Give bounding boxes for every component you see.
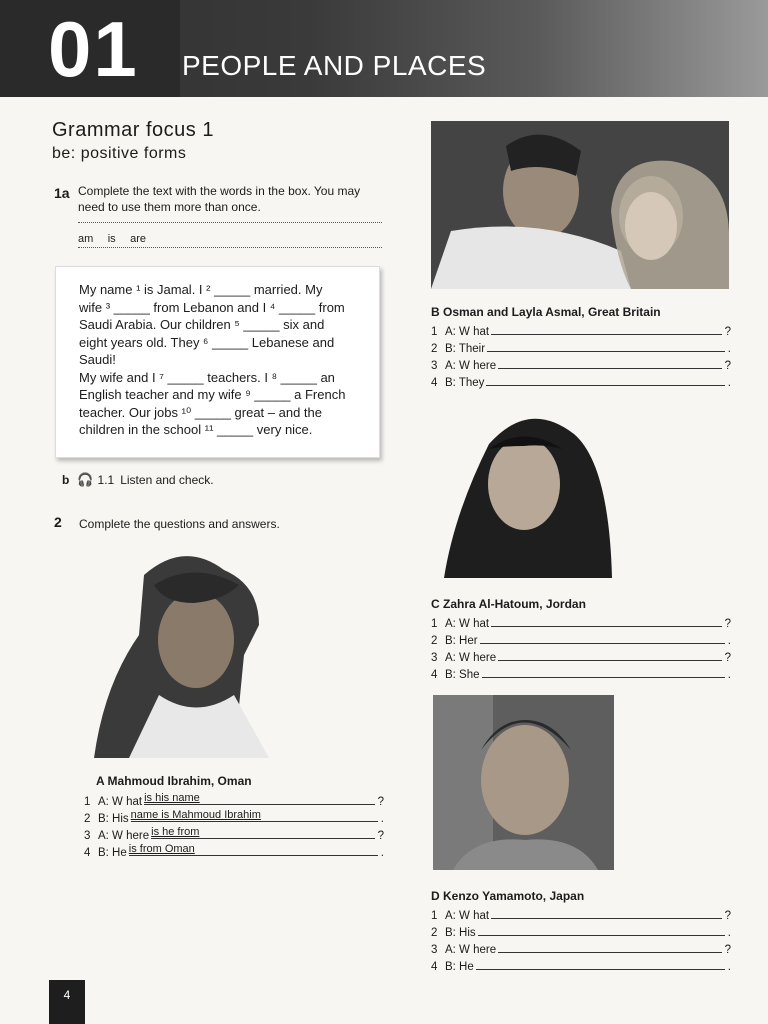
exercise-2-instruction: Complete the questions and answers. xyxy=(79,517,280,531)
qa-num: 2 xyxy=(84,813,91,825)
qa-a-4[interactable] xyxy=(84,843,384,859)
qa-num: 4 xyxy=(431,669,438,681)
qa-end: ? xyxy=(724,944,731,956)
qa-end: . xyxy=(727,927,731,939)
text-line: children in the school ¹¹ _____ very nice. xyxy=(79,422,313,437)
answer-field[interactable] xyxy=(491,322,721,335)
text-line: eight years old. They ⁶ _____ Lebanese and xyxy=(79,334,335,350)
qa-d-3[interactable] xyxy=(431,940,731,956)
qa-end: ? xyxy=(724,910,731,922)
qa-label: A: W hat xyxy=(98,796,143,808)
answer-field[interactable] xyxy=(498,356,721,369)
text-line: Saudi Arabia. Our children ⁵ _____ six and xyxy=(79,317,325,332)
qa-d-4[interactable] xyxy=(431,957,731,973)
qa-end: . xyxy=(727,961,731,973)
qa-b-1[interactable] xyxy=(431,322,731,338)
qa-c-3[interactable] xyxy=(431,648,731,664)
word-are: are xyxy=(130,233,147,245)
qa-end: . xyxy=(727,669,731,681)
qa-label: A: W hat xyxy=(445,326,490,338)
answer-field[interactable] xyxy=(478,923,725,936)
qa-label: B: Their xyxy=(445,343,486,355)
qa-num: 4 xyxy=(84,847,91,859)
qa-num: 1 xyxy=(431,618,438,630)
qa-end: ? xyxy=(724,618,731,630)
qa-label: A: W hat xyxy=(445,910,490,922)
qa-label: B: They xyxy=(445,377,485,389)
qa-label: B: His xyxy=(98,813,129,825)
answer-field[interactable] xyxy=(491,906,721,919)
qa-num: 4 xyxy=(431,961,438,973)
qa-label: B: He xyxy=(98,847,127,859)
qa-label: B: He xyxy=(445,961,474,973)
qa-end: ? xyxy=(377,796,384,808)
section-subtitle: be: positive forms xyxy=(52,145,187,162)
answer-field[interactable] xyxy=(144,792,374,805)
section-title: Grammar focus 1 xyxy=(52,119,214,141)
qa-label: A: W here xyxy=(445,944,497,956)
answer-field[interactable] xyxy=(482,665,725,678)
exercise-1b-letter: b xyxy=(62,473,70,487)
reading-text xyxy=(79,281,374,439)
qa-num: 1 xyxy=(84,796,91,808)
word-box xyxy=(78,222,382,248)
qa-end: . xyxy=(727,377,731,389)
text-line: wife ³ _____ from Lebanon and I ⁴ _____ from xyxy=(79,299,345,315)
qa-end: . xyxy=(727,343,731,355)
qa-end: ? xyxy=(724,652,731,664)
photo-kenzo xyxy=(433,695,614,870)
exercise-1a-instruction: Complete the text with the words in the box. You may need to use them more than once. xyxy=(78,184,361,214)
unit-title: PEOPLE AND PLACES xyxy=(182,50,487,81)
answer-field[interactable] xyxy=(498,648,721,661)
qa-label: B: She xyxy=(445,669,480,681)
answer-text: is from Oman xyxy=(128,843,195,855)
unit-number: 01 xyxy=(48,5,139,93)
headphones-icon[interactable]: 🎧 xyxy=(77,472,94,487)
qa-label: A: W here xyxy=(98,830,150,842)
qa-label: A: W here xyxy=(445,652,497,664)
word-is: is xyxy=(107,233,116,245)
qa-num: 2 xyxy=(431,635,438,647)
answer-field[interactable] xyxy=(131,809,378,822)
caption-d: D Kenzo Yamamoto, Japan xyxy=(431,889,585,903)
qa-end: . xyxy=(380,847,384,859)
word-am: am xyxy=(78,233,94,245)
qa-c-4[interactable] xyxy=(431,665,731,681)
answer-text: is his name xyxy=(144,792,200,804)
answer-field[interactable] xyxy=(129,843,378,856)
qa-num: 2 xyxy=(431,927,438,939)
qa-num: 2 xyxy=(431,343,438,355)
answer-field[interactable] xyxy=(487,339,725,352)
exercise-2-number: 2 xyxy=(54,514,62,530)
qa-end: ? xyxy=(724,360,731,372)
track-number: 1.1 xyxy=(97,473,115,487)
photo-osman-layla xyxy=(431,121,729,289)
reading-text-card xyxy=(55,266,380,458)
qa-num: 3 xyxy=(84,830,91,842)
answer-field[interactable] xyxy=(476,957,725,970)
answer-field[interactable] xyxy=(486,373,724,386)
photo-zahra xyxy=(444,404,614,578)
exercise-1b-instruction: Listen and check. xyxy=(120,473,214,487)
unit-number-box xyxy=(0,0,180,97)
photo-mahmoud xyxy=(84,545,274,758)
qa-end: . xyxy=(727,635,731,647)
answer-field[interactable] xyxy=(480,631,725,644)
answer-field[interactable] xyxy=(498,940,721,953)
qa-d-2[interactable] xyxy=(431,923,731,939)
qa-num: 3 xyxy=(431,944,438,956)
qa-b-2[interactable] xyxy=(431,339,731,355)
qa-d-1[interactable] xyxy=(431,906,731,922)
text-line: teacher. Our jobs ¹⁰ _____ great – and the xyxy=(79,404,322,420)
text-line: Saudi! xyxy=(79,352,116,367)
qa-label: A: W hat xyxy=(445,618,490,630)
caption-b: B Osman and Layla Asmal, Great Britain xyxy=(431,305,661,319)
answer-text: name is Mahmoud Ibrahim xyxy=(130,809,261,821)
page-number: 4 xyxy=(49,980,85,1024)
answer-text: is he from xyxy=(151,826,200,838)
qa-b-3[interactable] xyxy=(431,356,731,372)
qa-end: ? xyxy=(377,830,384,842)
exercise-1b xyxy=(62,472,214,488)
qa-b-4[interactable] xyxy=(431,373,731,389)
qa-a-1[interactable] xyxy=(84,792,384,808)
qa-num: 1 xyxy=(431,326,438,338)
qa-label: A: W here xyxy=(445,360,497,372)
text-line: English teacher and my wife ⁹ _____ a French xyxy=(79,387,346,402)
qa-num: 1 xyxy=(431,910,438,922)
qa-a-2[interactable] xyxy=(84,809,384,825)
text-line: My wife and I ⁷ _____ teachers. I ⁸ _____ an xyxy=(79,369,335,385)
qa-end: ? xyxy=(724,326,731,338)
qa-label: B: Her xyxy=(445,635,478,647)
qa-num: 3 xyxy=(431,652,438,664)
caption-c: C Zahra Al-Hatoum, Jordan xyxy=(431,597,586,611)
qa-num: 3 xyxy=(431,360,438,372)
qa-c-2[interactable] xyxy=(431,631,731,647)
qa-a-3[interactable] xyxy=(84,826,384,842)
qa-end: . xyxy=(380,813,384,825)
qa-label: B: His xyxy=(445,927,476,939)
exercise-1a-number: 1a xyxy=(54,185,70,201)
qa-c-1[interactable] xyxy=(431,614,731,630)
qa-num: 4 xyxy=(431,377,438,389)
text-line: My name ¹ is Jamal. I ² _____ married. My xyxy=(79,282,323,297)
answer-field[interactable] xyxy=(491,614,721,627)
answer-field[interactable] xyxy=(151,826,374,839)
caption-a: A Mahmoud Ibrahim, Oman xyxy=(96,774,252,788)
